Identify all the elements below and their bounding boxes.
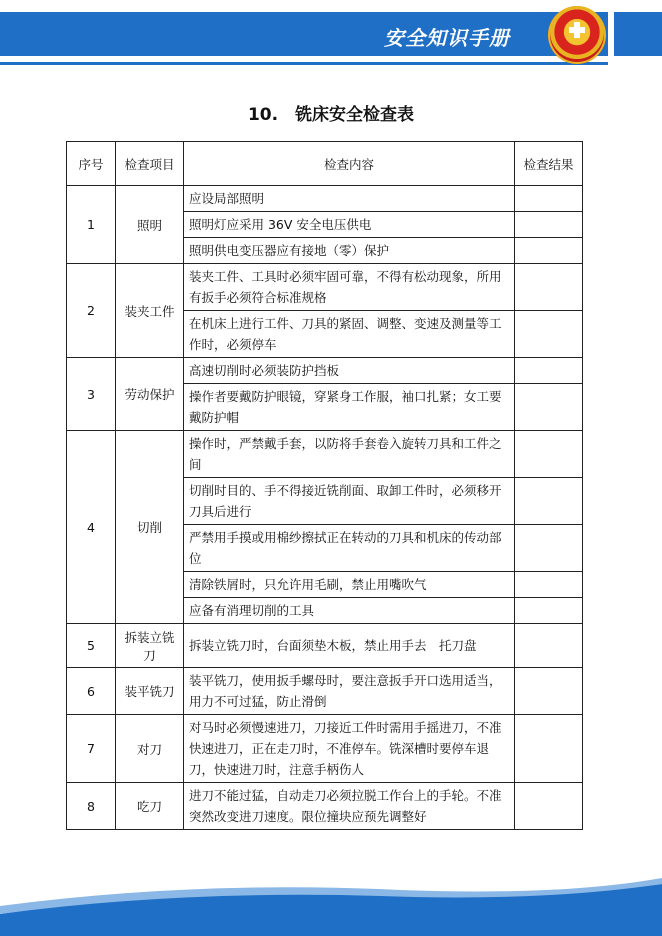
check-item: 照明 <box>116 186 184 264</box>
header-item: 检查项目 <box>116 142 184 186</box>
check-content: 照明灯应采用 36V 安全电压供电 <box>184 212 515 238</box>
check-result-cell[interactable] <box>515 311 583 358</box>
check-result-cell[interactable] <box>515 431 583 478</box>
emblem-icon <box>548 6 606 64</box>
row-number: 4 <box>67 431 116 624</box>
check-content: 装平铣刀，使用扳手螺母时，要注意扳手开口选用适当，用力不可过猛，防止滑倒 <box>184 668 515 715</box>
table-body <box>67 186 583 830</box>
check-content: 对马时必须慢速进刀，刀接近工件时需用手摇进刀，不准快速进刀，正在走刀时，不准停车。铣深槽时要停车退刀，快速进刀时，注意手柄伤人 <box>184 715 515 783</box>
table-header-row <box>67 142 583 186</box>
check-content: 应备有消理切削的工具 <box>184 598 515 624</box>
table-row <box>67 624 583 668</box>
row-number: 5 <box>67 624 116 668</box>
check-result-cell[interactable] <box>515 783 583 830</box>
header-content: 检查内容 <box>184 142 515 186</box>
row-number: 8 <box>67 783 116 830</box>
check-content: 高速切削时必须装防护挡板 <box>184 358 515 384</box>
check-result-cell[interactable] <box>515 478 583 525</box>
inspection-table <box>66 141 583 830</box>
table-row <box>67 264 583 311</box>
cross-icon <box>569 22 585 38</box>
check-result-cell[interactable] <box>515 715 583 783</box>
check-content: 装夹工件、工具时必须牢固可靠，不得有松动现象，所用有扳手必须符合标准规格 <box>184 264 515 311</box>
row-number: 3 <box>67 358 116 431</box>
table-row <box>67 186 583 212</box>
check-result-cell[interactable] <box>515 525 583 572</box>
check-content: 操作时，严禁戴手套，以防将手套卷入旋转刀具和工件之间 <box>184 431 515 478</box>
check-result-cell[interactable] <box>515 186 583 212</box>
check-result-cell[interactable] <box>515 212 583 238</box>
check-content: 操作者要戴防护眼镜，穿紧身工作服，袖口扎紧；女工要戴防护帽 <box>184 384 515 431</box>
row-number: 1 <box>67 186 116 264</box>
check-content: 拆装立铣刀时，台面须垫木板，禁止用手去 托刀盘 <box>184 624 515 668</box>
check-item: 吃刀 <box>116 783 184 830</box>
check-content: 进刀不能过猛，自动走刀必须拉脱工作台上的手轮。不准突然改变进刀速度。限位撞块应预先调整好 <box>184 783 515 830</box>
header-title: 安全知识手册 <box>384 26 510 50</box>
check-item: 切削 <box>116 431 184 624</box>
check-item: 劳动保护 <box>116 358 184 431</box>
header-right-block <box>614 12 662 56</box>
header-underline <box>0 62 608 65</box>
check-content: 在机床上进行工件、刀具的紧固、调整、变速及测量等工作时，必须停车 <box>184 311 515 358</box>
check-item: 装夹工件 <box>116 264 184 358</box>
table-row <box>67 668 583 715</box>
check-result-cell[interactable] <box>515 572 583 598</box>
check-item: 拆装立铣刀 <box>116 624 184 668</box>
table-row <box>67 783 583 830</box>
header-no: 序号 <box>67 142 116 186</box>
check-result-cell[interactable] <box>515 624 583 668</box>
header-result: 检查结果 <box>515 142 583 186</box>
table-row <box>67 431 583 478</box>
check-item: 对刀 <box>116 715 184 783</box>
row-number: 6 <box>67 668 116 715</box>
check-result-cell[interactable] <box>515 238 583 264</box>
check-result-cell[interactable] <box>515 264 583 311</box>
check-result-cell[interactable] <box>515 668 583 715</box>
check-content: 切削时目的、手不得接近铣削面、取卸工件时，必须移开刀具后进行 <box>184 478 515 525</box>
table-row <box>67 715 583 783</box>
check-content: 照明供电变压器应有接地（零）保护 <box>184 238 515 264</box>
page-title: 10. 铣床安全检查表 <box>247 105 415 125</box>
check-content: 应设局部照明 <box>184 186 515 212</box>
footer-wave <box>0 876 662 936</box>
check-item: 装平铣刀 <box>116 668 184 715</box>
row-number: 7 <box>67 715 116 783</box>
check-result-cell[interactable] <box>515 358 583 384</box>
check-content: 清除铁屑时，只允许用毛刷，禁止用嘴吹气 <box>184 572 515 598</box>
header-banner <box>0 12 608 56</box>
row-number: 2 <box>67 264 116 358</box>
table-row <box>67 358 583 384</box>
check-content: 严禁用手摸或用棉纱擦拭正在转动的刀具和机床的传动部位 <box>184 525 515 572</box>
check-result-cell[interactable] <box>515 384 583 431</box>
check-result-cell[interactable] <box>515 598 583 624</box>
